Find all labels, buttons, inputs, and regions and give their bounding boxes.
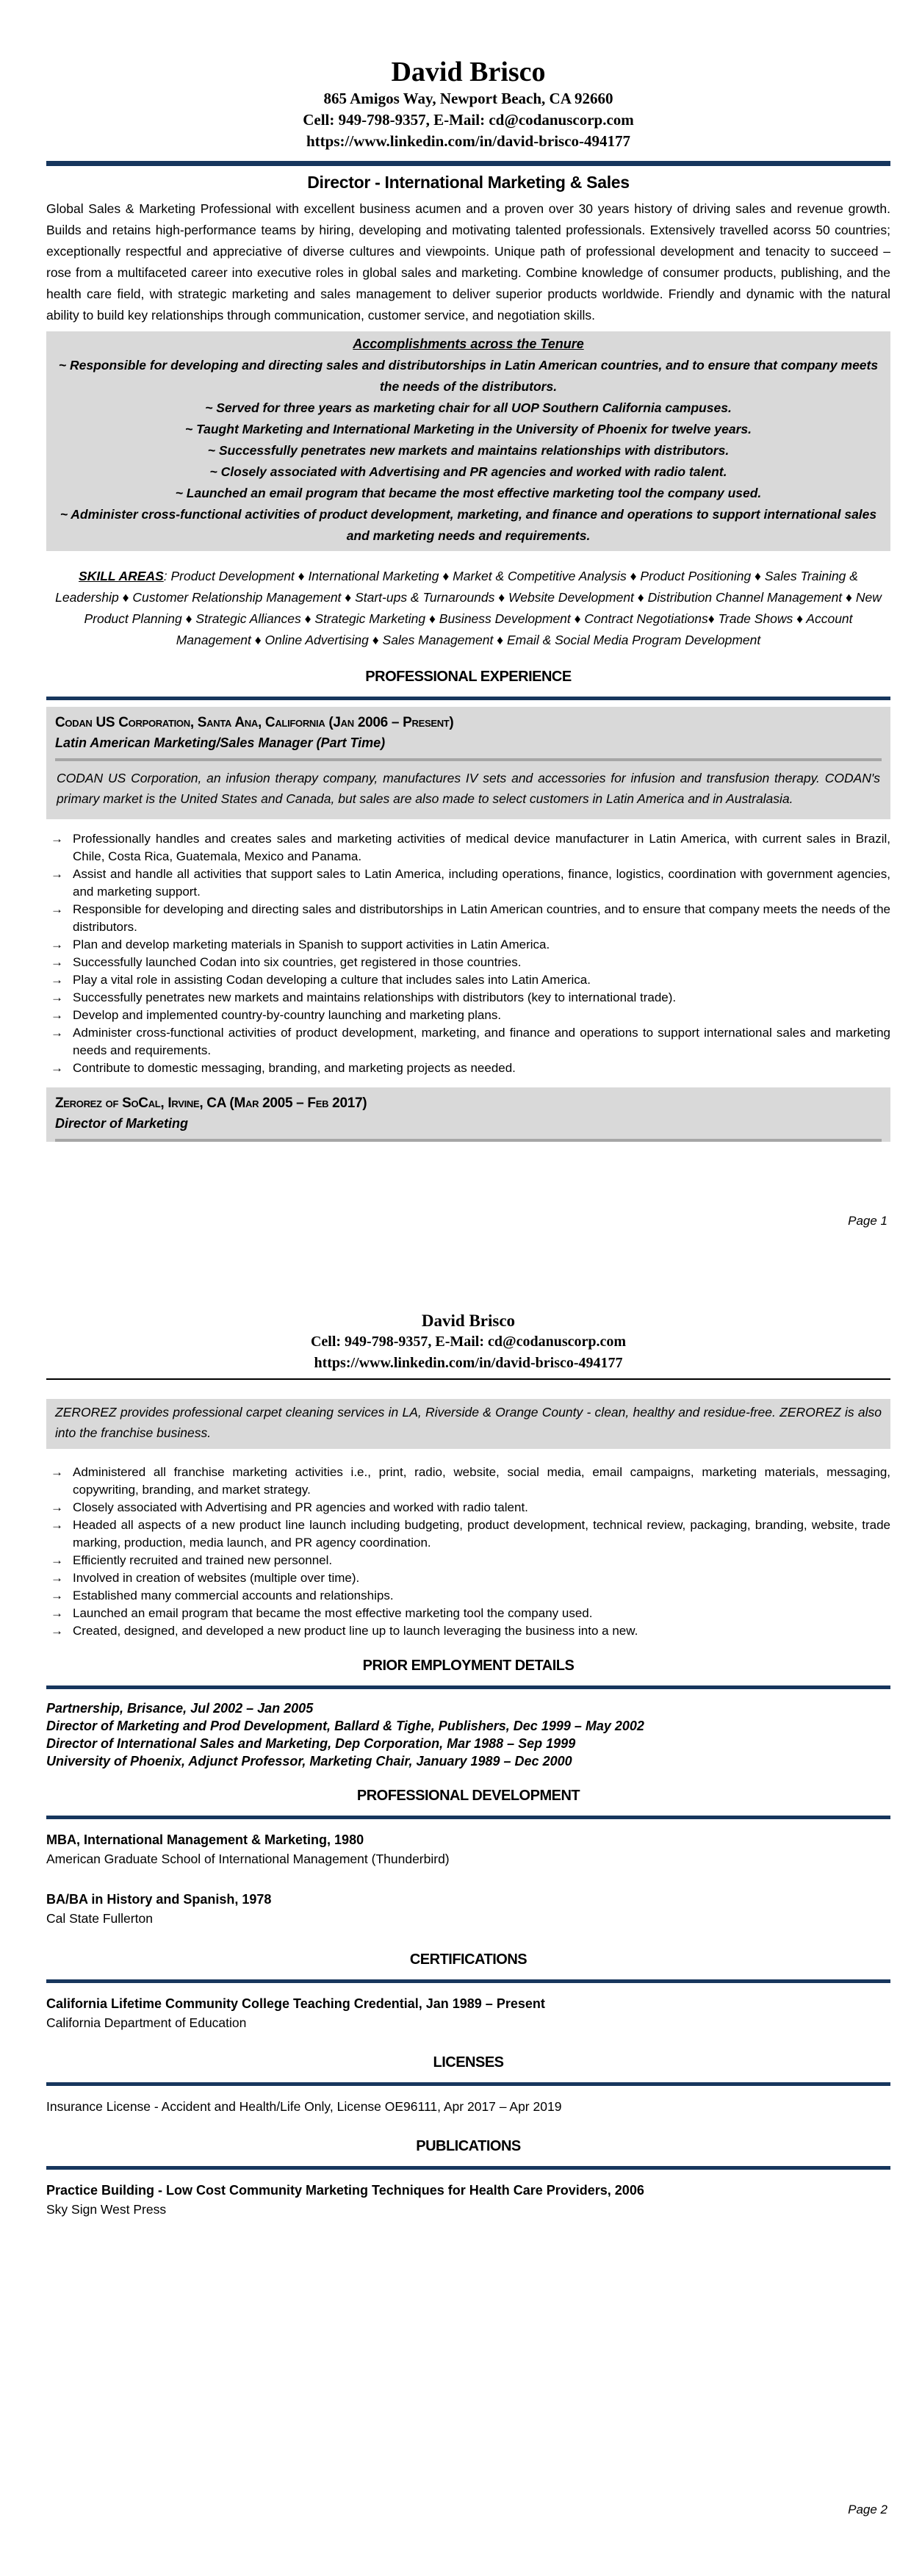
arrow-bullet-icon: →: [51, 1007, 63, 1022]
accomplishment-item: ~ Administer cross-functional activities of product development, marketing, and finance and operations to support international sales and marketing needs and requirements.: [60, 506, 877, 543]
section-heading-publications: PUBLICATIONS: [416, 2137, 521, 2154]
contact-line: Cell: 949-798-9357, E-Mail: cd@codanuscorp.com: [310, 1333, 627, 1350]
accomplishment-item: ~ Served for three years as marketing chair for all UOP Southern California campuses.: [205, 400, 732, 415]
prior-employment-item: Director of International Sales and Marketing, Dep Corporation, Mar 1988 – Sep 1999: [46, 1735, 576, 1751]
job-divider: [55, 1139, 882, 1142]
section-heading-experience: PROFESSIONAL EXPERIENCE: [365, 668, 572, 685]
certification-title: California Lifetime Community College Teaching Credential, Jan 1989 – Present: [46, 1996, 545, 2011]
company-line: Codan US Corporation, Santa Ana, California (Jan 2006 – Present): [55, 714, 454, 730]
contact-line: Cell: 949-798-9357, E-Mail: cd@codanuscorp.com: [303, 110, 634, 129]
prior-employment-item: Partnership, Brisance, Jul 2002 – Jan 2005: [46, 1700, 314, 1716]
zerorez-description: ZEROREZ provides professional carpet cleaning services in LA, Riverside & Orange County - clean, healthy and residue-free. ZEROREZ is also into the franchise business.: [46, 1399, 890, 1449]
page-2-footer: Page 2: [848, 2503, 887, 2516]
section-rule: [46, 697, 890, 700]
license-entry: [46, 2097, 890, 2116]
section-heading-prior-employment: PRIOR EMPLOYMENT DETAILS: [362, 1657, 575, 1674]
skill-areas-paragraph: [46, 566, 890, 651]
arrow-bullet-icon: →: [51, 1464, 63, 1479]
page-1-footer: Page 1: [848, 1214, 887, 1228]
bullet-text: Launched an email program that became the most effective marketing tool the company used.: [73, 1605, 593, 1620]
bullet-text: Assist and handle all activities that support sales to Latin America, including operations, finance, logistics, coordination with government agencies, and marketing support.: [73, 866, 890, 899]
arrow-bullet-icon: →: [51, 1623, 63, 1638]
certification-issuer: California Department of Education: [46, 2015, 247, 2030]
bullet-item: [46, 1552, 890, 1569]
bullet-text: Created, designed, and developed a new product line up to launch leveraging the business into a new.: [73, 1623, 638, 1638]
education-entry: [46, 1830, 890, 1868]
accomplishment-item: ~ Closely associated with Advertising and PR agencies and worked with radio talent.: [209, 464, 727, 479]
arrow-bullet-icon: →: [51, 1517, 63, 1532]
job-block-zerorez: [46, 1087, 890, 1142]
bullet-text: Established many commercial accounts and relationships.: [73, 1588, 394, 1602]
bullet-item: [46, 1587, 890, 1605]
arrow-bullet-icon: →: [51, 1553, 63, 1567]
skill-areas-label: SKILL AREAS: [79, 568, 164, 583]
section-rule: [46, 1685, 890, 1689]
degree-institution: Cal State Fullerton: [46, 1910, 153, 1926]
skill-areas-text: Product Development ♦ International Marketing ♦ Market & Competitive Analysis ♦ Product Positioning ♦ Sales Training & Leadership ♦ Customer Relationship Management ♦ Start-ups & Turnarounds ♦ Website Development ♦ Distribution Channel Management ♦ New Product Planning ♦ Strategic Alliances ♦ Strategic Marketing ♦ Business Development ♦ Contract Negotiations♦ Trade Shows ♦ Account Management ♦ Online Advertising ♦ Sales Management ♦ Email & Social Media Program Development: [55, 568, 882, 647]
degree-institution: American Graduate School of International Management (Thunderbird): [46, 1851, 450, 1866]
publication-title: Practice Building - Low Cost Community Marketing Techniques for Health Care Providers, 2006: [46, 2182, 644, 2198]
resume-title: Director - International Marketing & Sales: [307, 172, 630, 192]
page-1: [46, 57, 890, 1142]
degree-title: MBA, International Management & Marketing, 1980: [46, 1832, 364, 1847]
bullet-text: Play a vital role in assisting Codan developing a culture that includes sales into Latin America.: [73, 972, 591, 987]
bullet-text: Plan and develop marketing materials in Spanish to support activities in Latin America.: [73, 937, 550, 951]
bullet-text: Successfully launched Codan into six countries, get registered in those countries.: [73, 954, 522, 969]
prior-employment-list: [46, 1699, 890, 1770]
bullet-item: [46, 1517, 890, 1552]
accomplishments-box: [46, 331, 890, 551]
zerorez-bullet-list: [46, 1464, 890, 1640]
prior-employment-item: Director of Marketing and Prod Development, Ballard & Tighe, Publishers, Dec 1999 – May 2002: [46, 1718, 644, 1733]
license-title: Insurance License - Accident and Health/Life Only, License OE96111, Apr 2017 – Apr 2019: [46, 2098, 562, 2114]
role-line: Latin American Marketing/Sales Manager (Part Time): [55, 735, 386, 750]
bullet-text: Successfully penetrates new markets and maintains relationships with distributors (key to international trade).: [73, 990, 677, 1004]
job-block-codan: [46, 707, 890, 819]
bullet-text: Efficiently recruited and trained new personnel.: [73, 1553, 333, 1567]
bullet-text: Contribute to domestic messaging, branding, and marketing projects as needed.: [73, 1060, 516, 1075]
bullet-text: Administer cross-functional activities of product development, marketing, and finance and operations to support international sales and marketing needs and requirements.: [73, 1025, 890, 1057]
bullet-item: [46, 1569, 890, 1587]
accomplishment-item: ~ Responsible for developing and directing sales and distributorships in Latin American countries, and to ensure that company meets the needs of the distributors.: [58, 357, 879, 394]
prior-employment-item: University of Phoenix, Adjunct Professor, Marketing Chair, January 1989 – Dec 2000: [46, 1753, 572, 1769]
bullet-item: [46, 1007, 890, 1024]
bullet-item: [46, 1464, 890, 1499]
arrow-bullet-icon: →: [51, 1605, 63, 1620]
summary-paragraph: Global Sales & Marketing Professional with excellent business acumen and a proven over 30 years history of driving sales and revenue growth. Builds and retains high-performance teams by hiring, developing and motivating talented professionals. Extensively travelled acorss 50 countries; exceptionally respectful and appreciative of diverse cultures and viewpoints. Unique path of professional development and tenacity to succeed – rose from a multifaceted career into executive roles in global sales and marketing. Combine knowledge of consumer products, publishing, and the health care field, with strategic marketing and sales management to deliver superior products worldwide. Friendly and dynamic with the natural ability to build key relationships through communication, customer service, and negotiation skills.: [46, 201, 890, 323]
bullet-text: Professionally handles and creates sales and marketing activities of medical device manufacturer in Latin America, with current sales in Brazil, Chile, Costa Rica, Guatemala, Mexico and Panama.: [73, 831, 890, 863]
arrow-bullet-icon: →: [51, 831, 63, 846]
company-description: CODAN US Corporation, an infusion therapy company, manufactures IV sets and accessories for infusion and transfusion therapy. CODAN's primary market is the United States and Canada, but sales are also made to select customers in Latin America and in Australasia.: [57, 770, 880, 806]
arrow-bullet-icon: →: [51, 937, 63, 951]
company-line: Zerorez of SoCal, Irvine, CA (Mar 2005 – Feb 2017): [55, 1095, 367, 1111]
page-2: [46, 1311, 890, 2219]
arrow-bullet-icon: →: [51, 902, 63, 916]
linkedin-line: https://www.linkedin.com/in/david-brisco-494177: [306, 132, 631, 150]
bullet-item: [46, 866, 890, 901]
arrow-bullet-icon: →: [51, 1060, 63, 1075]
section-heading-licenses: LICENSES: [433, 2054, 504, 2070]
arrow-bullet-icon: →: [51, 1025, 63, 1040]
bullet-text: Involved in creation of websites (multiple over time).: [73, 1570, 360, 1585]
bullet-item: [46, 830, 890, 866]
bullet-item: [46, 954, 890, 971]
section-heading-professional-development: PROFESSIONAL DEVELOPMENT: [356, 1787, 580, 1804]
skill-areas-colon: :: [163, 568, 168, 583]
header-rule: [46, 1378, 890, 1380]
bullet-text: Headed all aspects of a new product line launch including budgeting, product development, technical review, packaging, branding, website, trade marking, production, media launch, and PR agency coordination.: [73, 1517, 890, 1550]
section-rule: [46, 2082, 890, 2086]
section-rule: [46, 1816, 890, 1819]
bullet-text: Administered all franchise marketing activities i.e., print, radio, website, social media, email campaigns, marketing materials, messaging, copywriting, branding, and market strategy.: [73, 1464, 890, 1497]
arrow-bullet-icon: →: [51, 972, 63, 987]
candidate-name: David Brisco: [391, 57, 546, 87]
degree-title: BA/BA in History and Spanish, 1978: [46, 1891, 272, 1907]
arrow-bullet-icon: →: [51, 866, 63, 881]
bullet-item: [46, 1024, 890, 1059]
section-heading-certifications: CERTIFICATIONS: [409, 1951, 527, 1968]
bullet-text: Develop and implemented country-by-country launching and marketing plans.: [73, 1007, 502, 1022]
arrow-bullet-icon: →: [51, 990, 63, 1004]
publication-entry: [46, 2181, 890, 2219]
section-rule: [46, 2166, 890, 2170]
arrow-bullet-icon: →: [51, 954, 63, 969]
accomplishments-title: Accomplishments across the Tenure: [353, 336, 584, 351]
role-line: Director of Marketing: [55, 1115, 189, 1131]
education-entry: [46, 1890, 890, 1928]
candidate-name: David Brisco: [421, 1312, 516, 1330]
arrow-bullet-icon: →: [51, 1588, 63, 1602]
bullet-item: [46, 936, 890, 954]
linkedin-line: https://www.linkedin.com/in/david-brisco-494177: [314, 1354, 623, 1371]
bullet-item: [46, 901, 890, 936]
bullet-item: [46, 1499, 890, 1517]
bullet-item: [46, 1059, 890, 1077]
publication-publisher: Sky Sign West Press: [46, 2201, 167, 2217]
section-rule: [46, 1979, 890, 1983]
codan-bullet-list: [46, 830, 890, 1077]
accomplishment-item: ~ Launched an email program that became the most effective marketing tool the company used.: [175, 485, 762, 500]
bullet-text: Responsible for developing and directing sales and distributorships in Latin American countries, and to ensure that company meets the needs of the distributors.: [73, 902, 890, 934]
arrow-bullet-icon: →: [51, 1500, 63, 1514]
bullet-item: [46, 989, 890, 1007]
bullet-item: [46, 1605, 890, 1622]
bullet-item: [46, 1622, 890, 1640]
address-line: 865 Amigos Way, Newport Beach, CA 92660: [323, 89, 613, 107]
arrow-bullet-icon: →: [51, 1570, 63, 1585]
accomplishment-item: ~ Taught Marketing and International Marketing in the University of Phoenix for twelve years.: [185, 421, 752, 436]
certification-entry: [46, 1994, 890, 2032]
bullet-text: Closely associated with Advertising and PR agencies and worked with radio talent.: [73, 1500, 528, 1514]
accomplishment-item: ~ Successfully penetrates new markets and maintains relationships with distributors.: [207, 442, 730, 458]
bullet-item: [46, 971, 890, 989]
header-rule: [46, 161, 890, 166]
